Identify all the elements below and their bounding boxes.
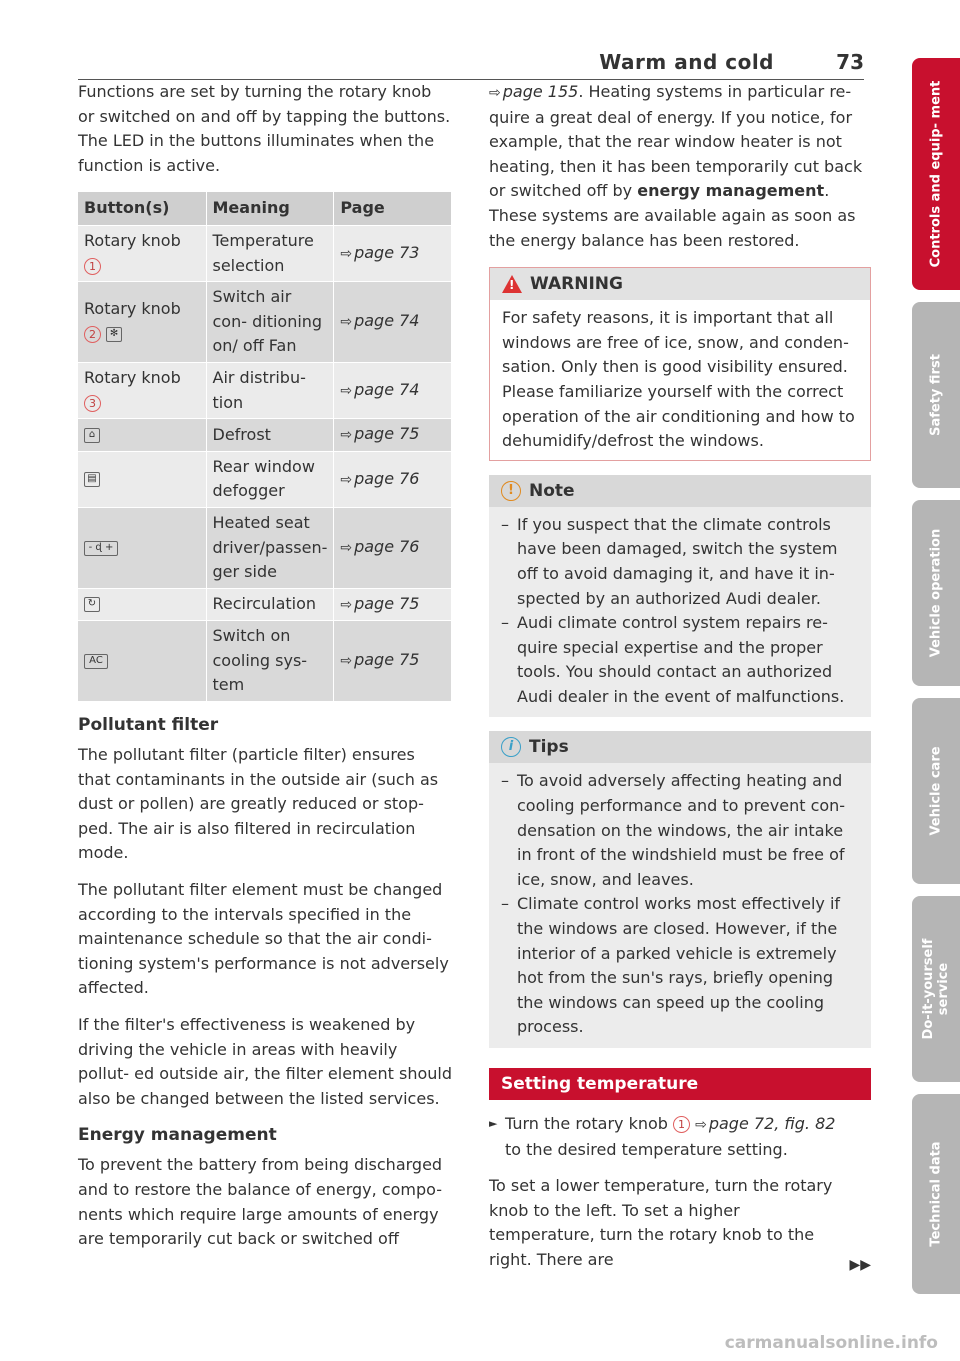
list-item: – If you suspect that the climate controls have been damaged, switch the system off to avoid damaging it, and have it in- spected by an authorized Audi dealer. — [501, 514, 838, 608]
left-column — [78, 80, 452, 1252]
warning-triangle-icon — [502, 275, 522, 293]
tab-controls-and-equipment[interactable]: Controls and equip- ment — [912, 58, 960, 290]
page-number: 73 — [836, 50, 864, 74]
arrow-right-icon: ⇨ — [489, 85, 501, 101]
table-header-meaning: Meaning — [206, 192, 334, 225]
table-row: - ɖ + Heated seat driver/passen- ger side ⇨ page 76 — [78, 507, 452, 588]
arrow-right-icon: ⇨ — [340, 382, 353, 399]
arrow-right-icon: ⇨ — [340, 653, 353, 670]
arrow-right-icon: ⇨ — [340, 471, 353, 488]
energy-paragraph: To prevent the battery from being discharged and to restore the balance of energy, compo- nents which require large amounts of energy are temporarily cut back or switched off — [78, 1155, 443, 1249]
tips-box — [489, 731, 871, 1048]
note-box — [489, 475, 871, 718]
info-icon: i — [501, 737, 521, 757]
defrost-icon: ⌂ — [84, 428, 100, 443]
arrow-right-icon: ⇨ — [340, 245, 353, 262]
pollutant-paragraph-3: If the filter's effectiveness is weakened by driving the vehicle in areas with heavily pollut- ed outside air, the filter element should also be changed between the listed services. — [78, 1015, 452, 1108]
list-item: – Climate control works most effectively if the windows are closed. However, if the interior of a parked vehicle is extremely hot from the sun's rays, briefly opening the windows can speed up the cooling process. — [501, 894, 841, 1037]
fan-icon: ✻ — [106, 327, 122, 342]
tab-do-it-yourself-service[interactable]: Do-it-yourself service — [912, 896, 960, 1082]
page-ref-link[interactable]: page 155 — [502, 82, 579, 101]
table-row: AC Switch on cooling sys- tem ⇨ page 75 — [78, 621, 452, 701]
page-ref-link[interactable]: ⇨ page 74 — [334, 362, 452, 418]
page-ref-link[interactable]: page 72, fig. 82 — [708, 1114, 836, 1133]
rear-defogger-icon: ▤ — [84, 472, 100, 487]
table-header-buttons: Button(s) — [78, 192, 206, 225]
tab-safety-first[interactable]: Safety first — [912, 302, 960, 488]
final-paragraph: To set a lower temperature, turn the rotary knob to the left. To set a higher temperature, turn the rotary knob to the right. There are — [489, 1176, 833, 1269]
watermark: carmanualsonline.info — [724, 1333, 938, 1353]
table-header-page: Page — [334, 192, 452, 225]
pollutant-paragraph-1: The pollutant filter (particle filter) ensures that contaminants in the outside air (such as dust or pollen) are greatly reduced or stop- ped. The air is also filtered in recirculation mode. — [78, 745, 439, 863]
table-row: Rotary knob 3 Air distribu- tion ⇨ page 74 — [78, 362, 452, 418]
recirculation-icon: ↻ — [84, 597, 100, 612]
page-header — [78, 48, 864, 80]
table-row: ↻ Recirculation ⇨ page 75 — [78, 588, 452, 621]
page-ref-link[interactable]: ⇨ page 73 — [334, 225, 452, 281]
page-ref-link[interactable]: ⇨ page 74 — [334, 282, 452, 363]
instruction-step: ► Turn the rotary knob 1 ⇨ page 72, fig. 82 to the desired temperature setting. — [489, 1112, 871, 1162]
header-title: Warm and cold — [599, 50, 774, 74]
marker-3-icon: 3 — [84, 395, 101, 412]
table-row: Rotary knob 2 ✻ Switch air con- ditioning on/ off Fan ⇨ page 74 — [78, 282, 452, 363]
continue-arrow-icon: ▶▶ — [849, 1256, 871, 1273]
ac-icon: AC — [84, 654, 108, 669]
continued-paragraph: ⇨ page 155. Heating systems in particular re- quire a great deal of energy. If you notice, for example, that the rear window heater is not heating, then it has been temporarily cut back or switched off by energy management. These systems are available again as soon as the energy balance has been restored. — [489, 82, 863, 250]
warning-box — [489, 267, 871, 461]
note-title: Note — [529, 480, 575, 501]
table-row: Rotary knob 1 Temperature selection ⇨ page 73 — [78, 225, 452, 281]
tips-title: Tips — [529, 737, 569, 758]
button-table — [78, 192, 452, 701]
page-ref-link[interactable]: ⇨ page 76 — [334, 507, 452, 588]
arrow-right-icon: ⇨ — [340, 314, 353, 331]
warning-title: WARNING — [530, 274, 623, 295]
energy-management-heading: Energy management — [78, 1125, 277, 1146]
tab-vehicle-operation[interactable]: Vehicle operation — [912, 500, 960, 686]
table-row: ▤ Rear window defogger ⇨ page 76 — [78, 451, 452, 507]
section-heading: Setting temperature — [489, 1068, 871, 1100]
step-arrow-icon: ► — [489, 1117, 498, 1130]
arrow-right-icon: ⇨ — [695, 1117, 707, 1133]
marker-1-icon: 1 — [84, 258, 101, 275]
table-row: ⌂ Defrost ⇨ page 75 — [78, 419, 452, 452]
arrow-right-icon: ⇨ — [340, 427, 353, 444]
pollutant-filter-heading: Pollutant filter — [78, 715, 219, 736]
right-column — [489, 80, 871, 1273]
list-item: – To avoid adversely affecting heating and cooling performance and to prevent con- densation on the windows, the air intake in front of the windshield must be free of ice, snow, and leaves. — [501, 771, 846, 889]
note-exclamation-icon: ! — [501, 481, 521, 501]
intro-paragraph: Functions are set by turning the rotary knob or switched on and off by tapping the buttons. The LED in the buttons illuminates when the function is active. — [78, 82, 451, 175]
warning-text: For safety reasons, it is important that all windows are free of ice, snow, and conden- sation. Only then is good visibility ensured. Please familiarize yourself with the correct operation of the air conditioning and how to dehumidify/defrost the windows. — [502, 308, 855, 451]
page-ref-link[interactable]: ⇨ page 76 — [334, 451, 452, 507]
list-item: – Audi climate control system repairs re- quire special expertise and the proper tools. You should contact an authorized Audi dealer in the event of malfunctions. — [501, 613, 845, 706]
marker-2-icon: 2 — [84, 326, 101, 343]
seat-heat-icon: - ɖ + — [84, 541, 118, 556]
tab-vehicle-care[interactable]: Vehicle care — [912, 698, 960, 884]
page-ref-link[interactable]: ⇨ page 75 — [334, 621, 452, 701]
page-ref-link[interactable]: ⇨ page 75 — [334, 588, 452, 621]
arrow-right-icon: ⇨ — [340, 540, 353, 556]
page-ref-link[interactable]: ⇨ page 75 — [334, 419, 452, 452]
marker-1-icon: 1 — [673, 1116, 690, 1133]
tab-technical-data[interactable]: Technical data — [912, 1094, 960, 1294]
pollutant-paragraph-2: The pollutant filter element must be changed according to the intervals specified in the maintenance schedule so that the air condi- tioning system's performance is not adversely affected. — [78, 880, 449, 998]
arrow-right-icon: ⇨ — [340, 596, 353, 613]
